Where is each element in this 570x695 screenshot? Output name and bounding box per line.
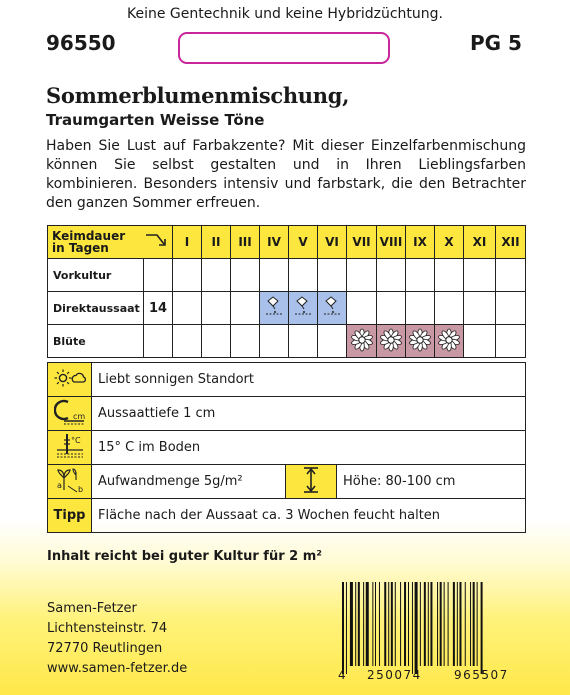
- sowing-icon: [318, 292, 347, 325]
- calendar-cell: [289, 259, 318, 292]
- product-description: Haben Sie Lust auf Farbakzente? Mit dieser Einzelfarbenmischung können Sie selbst gestalten und in Ihren Lieblingsfarben kombinieren. Besonders intensiv und farbstark, die den Betrachter den ganzen Sommer erfreuen.: [46, 138, 526, 211]
- soil-temperature-icon: [48, 431, 92, 465]
- calendar-row: [48, 259, 526, 292]
- company-name: Samen-Fetzer: [47, 601, 137, 616]
- month-header-8: VIII: [377, 226, 406, 259]
- month-header-9: IX: [406, 226, 435, 259]
- calendar-cell: [231, 292, 260, 325]
- location-text: Liebt sonnigen Standort: [92, 363, 526, 397]
- calendar-cell: [260, 325, 289, 358]
- month-header-2: II: [202, 226, 231, 259]
- temp-unit-label: °C: [70, 435, 81, 445]
- month-header-1: I: [173, 226, 202, 259]
- flower-icon: [406, 325, 435, 358]
- calendar-row-label: Vorkultur: [48, 259, 144, 292]
- calendar-cell: [347, 259, 377, 292]
- month-header-5: V: [289, 226, 318, 259]
- calendar-cell: [231, 325, 260, 358]
- product-name-suffix: ,: [342, 83, 350, 108]
- month-header-3: III: [231, 226, 260, 259]
- calendar-cell: [496, 259, 526, 292]
- calendar-cell: [260, 259, 289, 292]
- product-name: Sommerblumenmischung: [46, 83, 343, 108]
- plant-height-text: Höhe: 80-100 cm: [337, 465, 526, 499]
- calendar-cell: [318, 325, 347, 358]
- calendar-cell: [464, 325, 496, 358]
- calendar-cell: [435, 259, 464, 292]
- company-street: Lichtensteinstr. 74: [47, 621, 168, 636]
- calendar-cell: [377, 292, 406, 325]
- germination-days: 14: [144, 292, 173, 325]
- calendar-row: [48, 292, 526, 325]
- flower-icon: [435, 325, 464, 358]
- ean-group-right: 965507: [454, 668, 509, 682]
- sowing-icon: [260, 292, 289, 325]
- calendar-cell: [377, 259, 406, 292]
- gmo-free-note: Keine Gentechnik und keine Hybridzüchtung.: [127, 6, 443, 22]
- calendar-cell: [289, 325, 318, 358]
- month-header-10: X: [435, 226, 464, 259]
- sowing-icon: [289, 292, 318, 325]
- month-header-11: XI: [464, 226, 496, 259]
- seed-spacing-icon: [48, 465, 92, 499]
- calendar-cell: [496, 325, 526, 358]
- calendar-cell: [173, 292, 202, 325]
- seed-amount-text: Aufwandmenge 5g/m²: [92, 465, 286, 499]
- month-header-7: VII: [347, 226, 377, 259]
- calendar-cell: [318, 259, 347, 292]
- calendar-cell: [202, 292, 231, 325]
- depth-unit-label: cm: [72, 411, 85, 421]
- article-number: 96550: [46, 31, 116, 55]
- tip-label: Tipp: [48, 499, 92, 533]
- product-variety: Traumgarten Weisse Töne: [46, 111, 265, 129]
- month-header-6: VI: [318, 226, 347, 259]
- calendar-cell: [496, 292, 526, 325]
- month-header-4: IV: [260, 226, 289, 259]
- flower-icon: [377, 325, 406, 358]
- height-icon: [286, 465, 337, 499]
- germination-days-header: [48, 226, 173, 259]
- month-header-12: XII: [496, 226, 526, 259]
- germination-label-line2: in Tagen: [52, 241, 109, 255]
- sun-cloud-icon: [48, 363, 92, 397]
- calendar-row-label: Blüte: [48, 325, 144, 358]
- calendar-cell: [202, 325, 231, 358]
- calendar-cell: [202, 259, 231, 292]
- calendar-cell: [464, 259, 496, 292]
- sowing-depth-text: Aussaattiefe 1 cm: [92, 397, 526, 431]
- ean-digit-first: 4: [338, 668, 346, 682]
- tip-text: Fläche nach der Aussaat ca. 3 Wochen feucht halten: [92, 499, 526, 533]
- ean-barcode: [336, 582, 530, 682]
- calendar-cell: [173, 325, 202, 358]
- calendar-row: [48, 325, 526, 358]
- calendar-cell: [347, 292, 377, 325]
- company-address: [47, 599, 187, 679]
- growing-info-table: [47, 362, 526, 533]
- price-group: PG 5: [470, 31, 522, 55]
- product-title: [46, 83, 349, 108]
- calendar-row-label: Direktaussaat: [48, 292, 144, 325]
- svg-text:b: b: [77, 484, 83, 494]
- company-city: 72770 Reutlingen: [47, 641, 163, 656]
- germination-label-line1: Keimdauer: [52, 229, 126, 243]
- calendar-cell: [406, 259, 435, 292]
- ean-group-left: 250074: [367, 668, 422, 682]
- seed-depth-icon: [48, 397, 92, 431]
- sowing-calendar: [47, 225, 526, 358]
- arrow-down-right-icon: [145, 233, 167, 249]
- temperature-text: 15° C im Boden: [92, 431, 526, 465]
- calendar-cell: [231, 259, 260, 292]
- calendar-cell: [435, 292, 464, 325]
- content-note: Inhalt reicht bei guter Kultur für 2 m²: [47, 549, 322, 564]
- calendar-cell: [406, 292, 435, 325]
- calendar-cell: [173, 259, 202, 292]
- germination-days: [144, 259, 173, 292]
- calendar-cell: [464, 292, 496, 325]
- germination-days: [144, 325, 173, 358]
- stamp-field: [178, 32, 390, 64]
- company-website: www.samen-fetzer.de: [47, 661, 188, 676]
- flower-icon: [347, 325, 377, 358]
- svg-text:a: a: [56, 480, 62, 490]
